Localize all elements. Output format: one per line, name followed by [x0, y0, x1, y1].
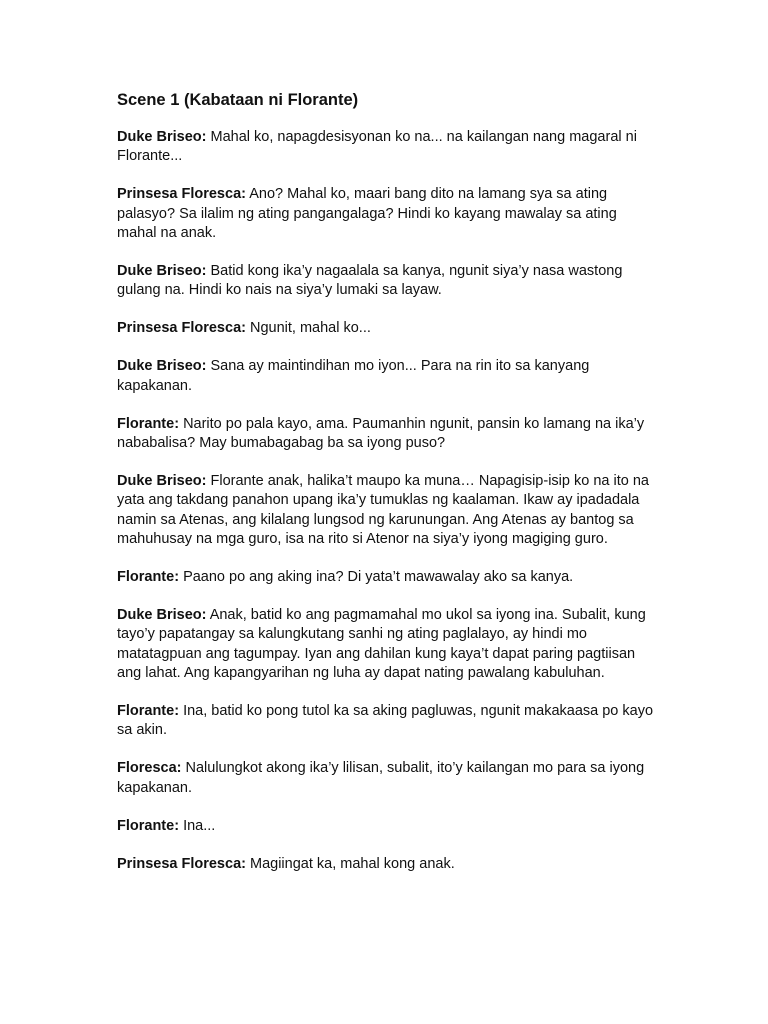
dialogue-line: [117, 606, 657, 684]
dialogue-text: Ina, batid ko pong tutol ka sa aking pagluwas, ngunit makakaasa po kayo sa akin.: [117, 703, 654, 739]
dialogue-list: [117, 128, 657, 874]
dialogue-line: [117, 568, 657, 587]
dialogue-text: Batid kong ika’y nagaalala sa kanya, ngunit siya’y nasa wastong gulang na. Hindi ko nais na siya’y lumaki sa layaw.: [117, 263, 623, 299]
dialogue-line: [117, 472, 657, 550]
dialogue-line: [117, 817, 657, 836]
dialogue-text: Ano? Mahal ko, maari bang dito na lamang sya sa ating palasyo? Sa ilalim ng ating pangangalaga? Hindi ko kayang mawalay sa ating mahal na anak.: [117, 186, 617, 242]
speaker-name: Duke Briseo:: [117, 263, 207, 280]
speaker-name: Floresca:: [117, 760, 182, 777]
dialogue-line: [117, 759, 657, 798]
dialogue-line: [117, 702, 657, 741]
scene-subtitle: (Kabataan ni Florante): [183, 91, 359, 109]
speaker-name: Florante:: [117, 415, 180, 432]
scene-heading: [117, 89, 657, 111]
speaker-name: Prinsesa Floresca:: [117, 320, 246, 337]
dialogue-text: Narito po pala kayo, ama. Paumanhin ngunit, pansin ko lamang na ika’y nababalisa? May bumabagabag ba sa iyong puso?: [117, 415, 645, 451]
dialogue-line: [117, 262, 657, 301]
speaker-name: Duke Briseo:: [117, 606, 207, 623]
scene-number: Scene 1: [117, 91, 180, 109]
dialogue-text: Paano po ang aking ina? Di yata’t mawawalay ako sa kanya.: [183, 569, 574, 585]
speaker-name: Florante:: [117, 817, 180, 834]
document-page: [117, 89, 657, 892]
speaker-name: Florante:: [117, 703, 180, 720]
dialogue-line: [117, 357, 657, 396]
speaker-name: Prinsesa Floresca:: [117, 186, 246, 203]
dialogue-line: [117, 855, 657, 874]
dialogue-text: Mahal ko, napagdesisyonan ko na... na kailangan nang magaral ni Florante...: [117, 129, 637, 165]
dialogue-text: Magiingat ka, mahal kong anak.: [250, 855, 455, 872]
speaker-name: Prinsesa Floresca:: [117, 855, 246, 872]
dialogue-line: [117, 415, 657, 454]
dialogue-line: [117, 128, 657, 167]
dialogue-text: Ina...: [183, 817, 216, 834]
speaker-name: Florante:: [117, 569, 180, 585]
dialogue-line: [117, 185, 657, 243]
speaker-name: Duke Briseo:: [117, 358, 207, 375]
dialogue-text: Florante anak, halika’t maupo ka muna… Napagisip-isip ko na ito na yata ang takdang panahon upang ika’y tumuklas ng kaalaman. Ikaw ay ipadadala namin sa Atenas, ang kilalang lungsod ng karunungan. Ang Atenas ay bantog sa mahuhusay na mga guro, isa na rito si Atenor na siya’y iyong magiging guro.: [117, 472, 649, 548]
speaker-name: Duke Briseo:: [117, 472, 207, 489]
dialogue-line: [117, 319, 657, 338]
dialogue-text: Anak, batid ko ang pagmamahal mo ukol sa iyong ina. Subalit, kung tayo’y papatangay sa kalungkutang sanhi ng ating paglalayo, ay hindi mo matatagpuan ang tagumpay. Iyan ang dahilan kung kaya’t dapat paring pagtiisan ang lahat. Ang kapangyarihan ng luha ay dapat nating pawalang kabuluhan.: [117, 606, 646, 682]
dialogue-text: Sana ay maintindihan mo iyon... Para na rin ito sa kanyang kapakanan.: [117, 358, 590, 394]
speaker-name: Duke Briseo:: [117, 129, 207, 145]
dialogue-text: Ngunit, mahal ko...: [250, 320, 371, 337]
dialogue-text: Nalulungkot akong ika’y lilisan, subalit, ito’y kailangan mo para sa iyong kapakanan.: [117, 760, 645, 796]
